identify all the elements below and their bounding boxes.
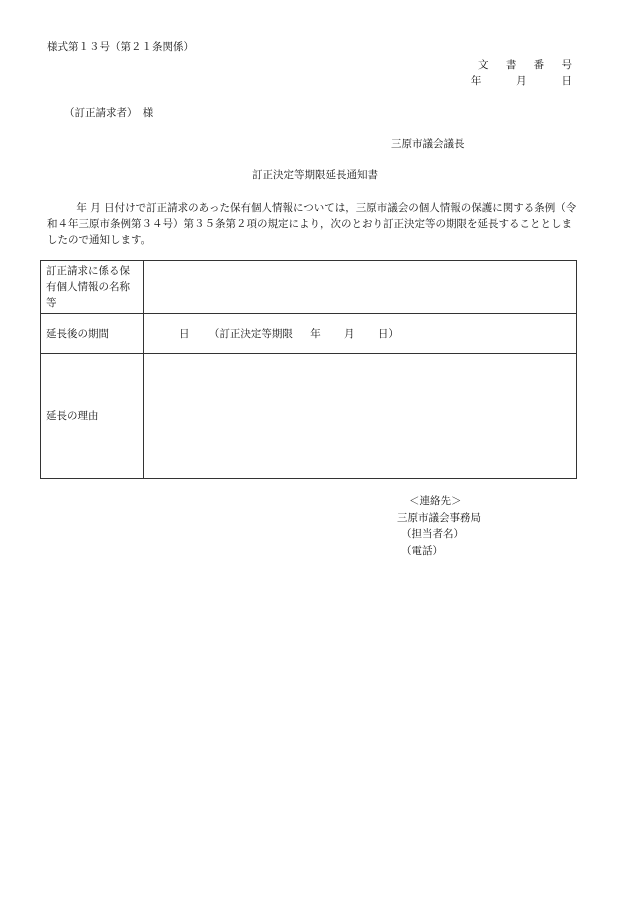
addressee: （訂正請求者） 様 [64,107,154,119]
label-reason: 延長の理由 [41,354,144,479]
document-number-block [471,57,579,89]
sender-name: 三原市議会議長 [391,138,465,150]
value-info-name [144,261,577,314]
body-text-block [47,200,579,248]
document-number-label: 文 書 番 号 [477,59,579,71]
table-row-reason [41,354,577,479]
table-row-info-name [41,261,577,314]
contact-block [397,493,481,559]
contact-phone: （電話） [401,544,443,557]
body-paragraph: 年 月 日付けで訂正請求のあった保有個人情報については，三原市議会の個人情報の保護に関する条例（令和４年三原市条例第３４号）第３５条第２項の規定により，次のとおり訂正決定等の期限を延長することとしましたので通知します。 [47,202,577,246]
period-line [149,326,571,342]
period-year: 年 [310,327,321,340]
value-extended-period [144,314,577,354]
period-month: 月 [344,327,355,340]
value-reason [144,354,577,479]
contact-person: （担当者名） [401,528,464,540]
period-day-close: 日） [377,327,399,340]
table-row-extended-period [41,314,577,354]
period-deadline-open: （訂正決定等期限 [208,327,293,340]
contact-heading: ＜連絡先＞ [409,495,462,507]
document-title: 訂正決定等期限延長通知書 [252,169,378,181]
contact-office: 三原市議会事務局 [397,511,481,524]
document-date-label: 年 月 日 [470,75,579,87]
label-info-name: 訂正請求に係る保有個人情報の名称等 [41,261,144,314]
notice-table [40,260,577,479]
form-identifier: 様式第１３号（第２１条関係） [47,41,194,53]
period-day: 日 [179,327,190,340]
label-extended-period: 延長後の期間 [41,314,144,354]
